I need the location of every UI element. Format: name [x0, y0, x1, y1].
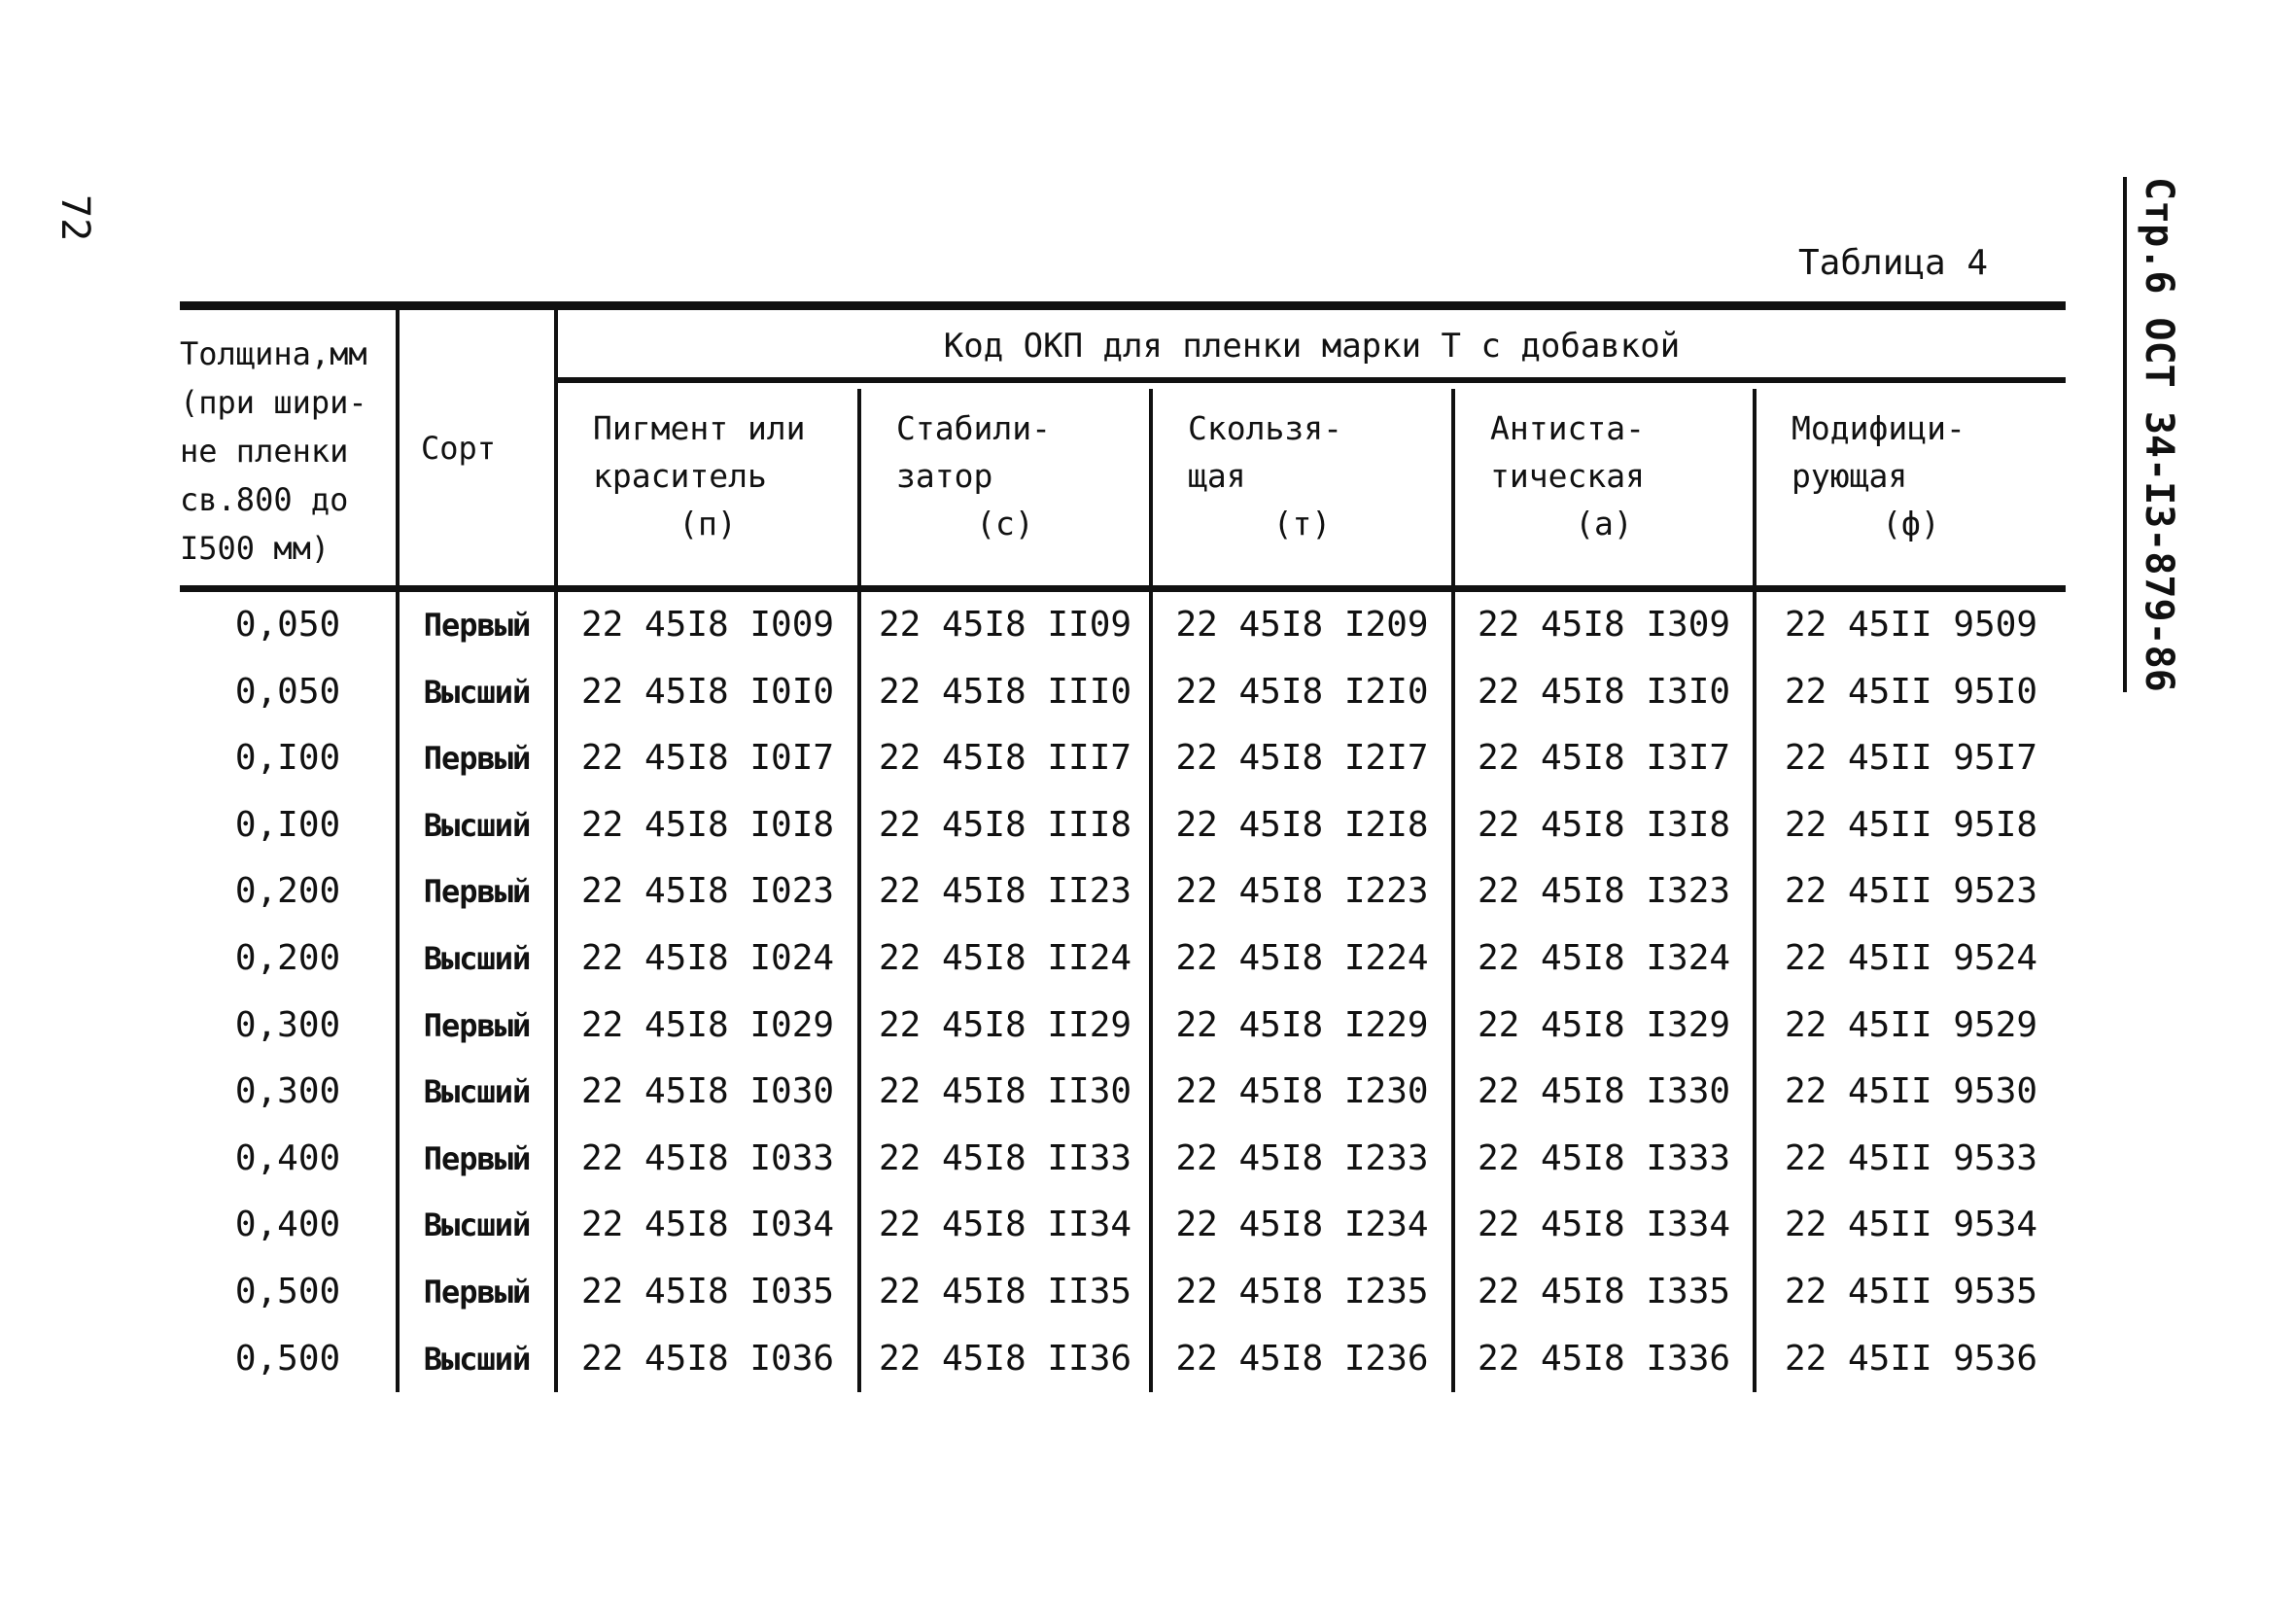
header-additive-abbr: (п) [678, 505, 737, 542]
okp-code-cell: 22 45II 9509 [1784, 605, 2038, 645]
table-row [180, 1059, 2066, 1126]
okp-code-cell: 22 45I8 I334 [1455, 1192, 1757, 1259]
okp-code-cell: 22 45I8 I0I7 [558, 725, 861, 792]
thickness-cell: 0,300 [180, 1059, 400, 1126]
okp-code-cell: 22 45I8 II23 [861, 858, 1153, 926]
okp-code-cell: 22 45I8 I3I7 [1455, 725, 1757, 792]
okp-code-cell: 22 45II 9533 [1784, 1137, 2038, 1178]
okp-code-cell: 22 45II 9534 [1784, 1205, 2038, 1245]
okp-code-cell: 22 45I8 I2I0 [1153, 659, 1455, 726]
table-row [180, 725, 2066, 792]
okp-code-cell: 22 45I8 I335 [1455, 1259, 1757, 1326]
table-row [180, 1126, 2066, 1193]
okp-code-cell: 22 45II 9530 [1784, 1071, 2038, 1112]
okp-code-cell: 22 45I8 II29 [861, 993, 1153, 1060]
header-group: Код ОКП для пленки марки Т с добавкой [558, 310, 2066, 383]
header-additive-line: Модифици- [1792, 409, 1966, 447]
okp-code-cell: 22 45II 9523 [1784, 871, 2038, 912]
header-thickness-line: (при шири- [180, 384, 367, 421]
header-additive-line: Скользя- [1188, 409, 1342, 447]
header-additive-line: Пигмент или [593, 409, 806, 447]
okp-code-cell: 22 45I8 II30 [861, 1059, 1153, 1126]
thickness-cell: 0,050 [180, 592, 400, 659]
header-additive-line: рующая [1792, 457, 1908, 495]
header-sort: Сорт [400, 310, 558, 585]
table-row [180, 926, 2066, 993]
header-thickness-line: Толщина,мм [180, 335, 367, 372]
okp-code-cell: 22 45I8 I3I8 [1455, 792, 1757, 859]
okp-code-cell: 22 45I8 III0 [861, 659, 1153, 726]
okp-code-cell: 22 45I8 I036 [558, 1326, 861, 1393]
header-additive-line: Антиста- [1490, 409, 1645, 447]
thickness-cell: 0,I00 [180, 792, 400, 859]
okp-code-cell: 22 45I8 I330 [1455, 1059, 1757, 1126]
header-additive-abbr: (а) [1575, 505, 1633, 542]
sort-cell: Первый [400, 1259, 558, 1326]
table-row [180, 1192, 2066, 1259]
header-additive-line: Стабили- [896, 409, 1051, 447]
okp-code-cell: 22 45I8 I229 [1153, 993, 1455, 1060]
header-additive-line: краситель [593, 457, 767, 495]
table-row [180, 659, 2066, 726]
thickness-cell: 0,I00 [180, 725, 400, 792]
okp-code-cell: 22 45I8 I209 [1153, 592, 1455, 659]
okp-code-cell: 22 45I8 I223 [1153, 858, 1455, 926]
sort-cell: Первый [400, 858, 558, 926]
header-additive-2 [861, 389, 1153, 585]
okp-code-cell: 22 45I8 I024 [558, 926, 861, 993]
thickness-cell: 0,300 [180, 993, 400, 1060]
table-header [180, 310, 2066, 592]
sort-cell: Первый [400, 725, 558, 792]
header-additive-abbr: (ф) [1882, 505, 1940, 542]
sort-cell: Высший [400, 1326, 558, 1393]
table-row [180, 792, 2066, 859]
okp-code-cell: 22 45II 95I7 [1784, 738, 2038, 779]
header-additive-line: затор [896, 457, 993, 495]
header-additive-1 [558, 389, 861, 585]
sort-cell: Первый [400, 1126, 558, 1193]
okp-code-cell: 22 45I8 II09 [861, 592, 1153, 659]
okp-code-cell: 22 45I8 I035 [558, 1259, 861, 1326]
okp-code-cell: 22 45I8 I323 [1455, 858, 1757, 926]
thickness-cell: 0,400 [180, 1126, 400, 1193]
sort-cell: Высший [400, 1059, 558, 1126]
sort-cell: Высший [400, 792, 558, 859]
header-additive-5 [1757, 389, 2066, 585]
okp-code-cell: 22 45II 9535 [1784, 1271, 2038, 1311]
table-body [180, 592, 2066, 1392]
header-additive-abbr: (с) [976, 505, 1034, 542]
header-additive-line: щая [1188, 457, 1246, 495]
thickness-cell: 0,200 [180, 926, 400, 993]
okp-code-cell: 22 45I8 I034 [558, 1192, 861, 1259]
header-additive-line: тическая [1490, 457, 1645, 495]
okp-code-cell: 22 45I8 II34 [861, 1192, 1153, 1259]
table-row [180, 1259, 2066, 1326]
okp-code-cell: 22 45I8 II33 [861, 1126, 1153, 1193]
sort-cell: Высший [400, 926, 558, 993]
okp-code-cell: 22 45I8 I329 [1455, 993, 1757, 1060]
okp-code-cell: 22 45I8 I336 [1455, 1326, 1757, 1393]
okp-code-cell: 22 45I8 II35 [861, 1259, 1153, 1326]
okp-code-cell: 22 45I8 I033 [558, 1126, 861, 1193]
okp-code-cell: 22 45I8 I235 [1153, 1259, 1455, 1326]
okp-code-cell: 22 45I8 I324 [1455, 926, 1757, 993]
okp-code-cell: 22 45I8 I3I0 [1455, 659, 1757, 726]
okp-code-cell: 22 45I8 I236 [1153, 1326, 1455, 1393]
table-row [180, 592, 2066, 659]
okp-code-cell: 22 45I8 I2I7 [1153, 725, 1455, 792]
thickness-cell: 0,500 [180, 1326, 400, 1393]
okp-code-cell: 22 45I8 I234 [1153, 1192, 1455, 1259]
header-thickness-line: св.800 до [180, 481, 349, 518]
okp-code-cell: 22 45I8 II24 [861, 926, 1153, 993]
okp-code-cell: 22 45II 9524 [1784, 937, 2038, 978]
table-caption: Таблица 4 [1798, 243, 1989, 283]
okp-code-cell: 22 45I8 I224 [1153, 926, 1455, 993]
thickness-cell: 0,050 [180, 659, 400, 726]
okp-code-cell: 22 45I8 I0I8 [558, 792, 861, 859]
okp-code-cell: 22 45I8 I009 [558, 592, 861, 659]
sort-cell: Первый [400, 592, 558, 659]
okp-code-cell: 22 45I8 I029 [558, 993, 861, 1060]
okp-code-cell: 22 45I8 I309 [1455, 592, 1757, 659]
okp-code-cell: 22 45I8 II36 [861, 1326, 1153, 1393]
okp-code-cell: 22 45I8 I023 [558, 858, 861, 926]
okp-code-cell: 22 45I8 I230 [1153, 1059, 1455, 1126]
header-additive-4 [1455, 389, 1757, 585]
okp-code-cell: 22 45I8 III7 [861, 725, 1153, 792]
okp-code-cell: 22 45I8 I030 [558, 1059, 861, 1126]
thickness-cell: 0,400 [180, 1192, 400, 1259]
table-row [180, 993, 2066, 1060]
header-thickness [180, 310, 400, 585]
header-additive-3 [1153, 389, 1455, 585]
table-row [180, 858, 2066, 926]
okp-code-table [180, 301, 2066, 1392]
header-thickness-line: не пленки [180, 433, 349, 470]
okp-code-cell: 22 45II 9536 [1784, 1338, 2038, 1379]
okp-code-cell: 22 45I8 I233 [1153, 1126, 1455, 1193]
header-additive-abbr: (т) [1272, 505, 1332, 542]
thickness-cell: 0,200 [180, 858, 400, 926]
document-designation: Стр.6 ОСТ 34-I3-879-86 [2123, 177, 2181, 692]
sort-cell: Первый [400, 993, 558, 1060]
sort-cell: Высший [400, 659, 558, 726]
thickness-cell: 0,500 [180, 1259, 400, 1326]
header-thickness-line: I500 мм) [180, 530, 330, 567]
okp-code-cell: 22 45II 95I8 [1784, 804, 2038, 845]
okp-code-cell: 22 45II 95I0 [1784, 671, 2038, 712]
okp-code-cell: 22 45I8 I333 [1455, 1126, 1757, 1193]
okp-code-cell: 22 45I8 I0I0 [558, 659, 861, 726]
sort-cell: Высший [400, 1192, 558, 1259]
okp-code-cell: 22 45I8 III8 [861, 792, 1153, 859]
table-row [180, 1326, 2066, 1393]
okp-code-cell: 22 45I8 I2I8 [1153, 792, 1455, 859]
page-number: 72 [52, 194, 97, 242]
okp-code-cell: 22 45II 9529 [1784, 1004, 2038, 1045]
